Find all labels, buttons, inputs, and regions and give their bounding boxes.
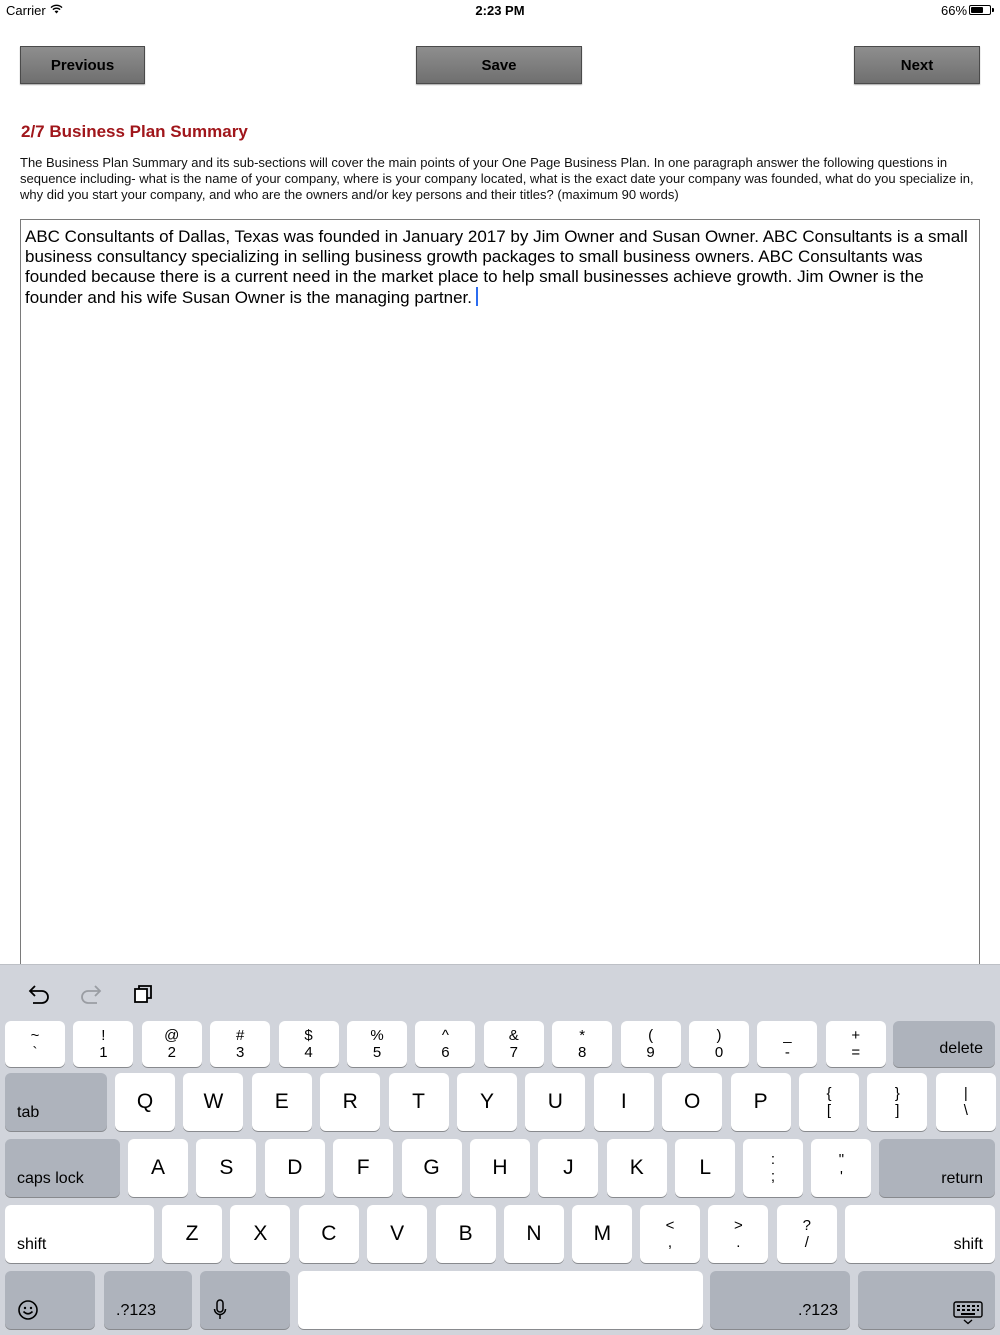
shift-left-key[interactable] (5, 1205, 154, 1263)
answer-text-area[interactable] (20, 219, 980, 979)
emoji-icon (17, 1299, 39, 1321)
key-label: return (941, 1170, 983, 1187)
key-shift-symbol: ~ (30, 1027, 40, 1044)
key-c[interactable] (299, 1205, 359, 1263)
key-base-symbol: ; (770, 1168, 776, 1185)
redo-icon[interactable] (74, 977, 108, 1011)
key-1[interactable] (73, 1021, 133, 1067)
key-label: M (593, 1222, 612, 1245)
key-base-symbol: = (851, 1044, 861, 1061)
key-l[interactable] (675, 1139, 735, 1197)
key-shift-symbol: % (370, 1027, 384, 1044)
key-5[interactable] (347, 1021, 407, 1067)
next-button[interactable]: Next (854, 46, 980, 84)
key-9[interactable] (621, 1021, 681, 1067)
key-label: R (342, 1090, 358, 1113)
dictation-key[interactable] (200, 1271, 290, 1329)
key-base-symbol: ` (32, 1044, 38, 1061)
key-label: delete (939, 1040, 983, 1057)
key-punct2-2[interactable] (777, 1205, 837, 1263)
key-f[interactable] (333, 1139, 393, 1197)
key-shift-symbol: : (770, 1151, 776, 1168)
key-base-symbol: / (804, 1234, 809, 1251)
key-d[interactable] (265, 1139, 325, 1197)
key-label: S (219, 1156, 234, 1179)
key-base-symbol: 1 (99, 1044, 108, 1061)
key-v[interactable] (367, 1205, 427, 1263)
microphone-icon (213, 1299, 227, 1321)
key-label: caps lock (17, 1170, 84, 1187)
key-y[interactable] (457, 1073, 517, 1131)
key-t[interactable] (389, 1073, 449, 1131)
key-x[interactable] (230, 1205, 290, 1263)
key-4[interactable] (279, 1021, 339, 1067)
key-label: O (684, 1090, 701, 1113)
undo-icon[interactable] (22, 977, 56, 1011)
key-m[interactable] (572, 1205, 632, 1263)
key-label: E (274, 1090, 289, 1113)
key-label: D (287, 1156, 303, 1179)
key-=[interactable] (826, 1021, 886, 1067)
key-base-symbol: 4 (304, 1044, 313, 1061)
key-shift-symbol: + (851, 1027, 861, 1044)
key-shift-symbol: & (508, 1027, 519, 1044)
section-instructions: The Business Plan Summary and its sub-sections will cover the main points of your One Page Business Plan. In one paragraph answer the following questions in sequence including- what is the name of your company, where is your company located, what is the exact date your company was founded, what do you specialize in, why did you start your company, and who are the owners and/or key persons and their titles? (maximum 90 words) (20, 155, 974, 202)
key-label: L (699, 1156, 712, 1179)
key-symbol-2[interactable] (936, 1073, 996, 1131)
key-label: V (390, 1222, 405, 1245)
key-0[interactable] (689, 1021, 749, 1067)
paste-icon[interactable] (126, 977, 160, 1011)
key-q[interactable] (115, 1073, 175, 1131)
key-label: Y (479, 1090, 494, 1113)
section-title: 2/7 Business Plan Summary (21, 122, 248, 141)
key-base-symbol: [ (826, 1102, 832, 1119)
key-shift-symbol: @ (164, 1027, 180, 1044)
key-shift-symbol: { (826, 1085, 832, 1102)
key-symbol-0[interactable] (799, 1073, 859, 1131)
key-label: J (563, 1156, 574, 1179)
key-label: H (492, 1156, 508, 1179)
caps-lock-key[interactable] (5, 1139, 120, 1197)
key-label: .?123 (797, 1302, 838, 1319)
key-base-symbol: 3 (236, 1044, 245, 1061)
key-label: shift (17, 1236, 47, 1253)
key-shift-symbol: < (665, 1217, 675, 1234)
key-n[interactable] (504, 1205, 564, 1263)
key-a[interactable] (128, 1139, 188, 1197)
key-h[interactable] (470, 1139, 530, 1197)
clock: 2:23 PM (475, 3, 525, 18)
key-p[interactable] (731, 1073, 791, 1131)
key-7[interactable] (484, 1021, 544, 1067)
text-caret (476, 287, 478, 306)
key-g[interactable] (402, 1139, 462, 1197)
key-label: A (150, 1156, 165, 1179)
numbers-key-right[interactable] (710, 1271, 850, 1329)
key-shift-symbol: ! (101, 1027, 106, 1044)
answer-text: ABC Consultants of Dallas, Texas was founded in January 2017 by Jim Owner and Susan Owner. ABC Consultants is a small business consultancy specializing in selling business growth packages to small business owners. ABC Consultants was founded because there is a current need in the market place to help small businesses achieve growth. Jim Owner is the founder and his wife Susan Owner is the managing partner. (25, 227, 968, 307)
key-base-symbol: 8 (578, 1044, 587, 1061)
key-label: shift (953, 1236, 983, 1253)
key-punct-1[interactable] (811, 1139, 871, 1197)
key-label: U (547, 1090, 563, 1113)
key-shift-symbol: ^ (441, 1027, 449, 1044)
key-base-symbol: \ (963, 1102, 968, 1119)
key-label: X (253, 1222, 268, 1245)
key-label: F (356, 1156, 370, 1179)
emoji-key[interactable] (5, 1271, 95, 1329)
key-label: tab (17, 1104, 40, 1121)
space-key[interactable] (298, 1271, 703, 1329)
key-2[interactable] (142, 1021, 202, 1067)
key-punct2-0[interactable] (640, 1205, 700, 1263)
key-base-symbol: 6 (441, 1044, 450, 1061)
key-b[interactable] (436, 1205, 496, 1263)
key-label: Q (136, 1090, 154, 1113)
key-punct-0[interactable] (743, 1139, 803, 1197)
key-base-symbol: - (784, 1044, 790, 1061)
key-shift-symbol: ) (716, 1027, 722, 1044)
delete-key[interactable] (893, 1021, 995, 1067)
key-shift-symbol: _ (783, 1027, 792, 1044)
key-base-symbol: 0 (714, 1044, 724, 1061)
key-shift-symbol: * (579, 1027, 586, 1044)
key-label: G (423, 1156, 440, 1179)
numbers-key-left[interactable] (104, 1271, 192, 1329)
key-k[interactable] (607, 1139, 667, 1197)
key-base-symbol: . (736, 1234, 741, 1251)
save-button[interactable]: Save (416, 46, 582, 84)
key-base-symbol: 9 (646, 1044, 655, 1061)
key-s[interactable] (196, 1139, 256, 1197)
key-base-symbol: , (667, 1234, 673, 1251)
key-shift-symbol: " (838, 1151, 845, 1168)
key-shift-symbol: | (963, 1085, 968, 1102)
key-label: T (412, 1090, 425, 1113)
key-label: Z (185, 1222, 199, 1245)
key-shift-symbol: ( (648, 1027, 654, 1044)
key-label: K (629, 1156, 644, 1179)
battery-icon (969, 5, 991, 15)
key-base-symbol: 5 (372, 1044, 382, 1061)
onscreen-keyboard (0, 964, 1000, 1335)
key-8[interactable] (552, 1021, 612, 1067)
key-label: .?123 (116, 1302, 157, 1319)
key-shift-symbol: ? (802, 1217, 811, 1234)
key-u[interactable] (525, 1073, 585, 1131)
key-o[interactable] (662, 1073, 722, 1131)
return-key[interactable] (879, 1139, 995, 1197)
key-e[interactable] (252, 1073, 312, 1131)
carrier-label: Carrier (6, 3, 46, 18)
key-label: N (526, 1222, 542, 1245)
key-shift-symbol: > (734, 1217, 743, 1234)
key-shift-symbol: # (236, 1027, 245, 1044)
previous-button[interactable]: Previous (20, 46, 145, 84)
key-3[interactable] (210, 1021, 270, 1067)
key-6[interactable] (415, 1021, 475, 1067)
dismiss-keyboard-key[interactable] (858, 1271, 995, 1329)
key-r[interactable] (320, 1073, 380, 1131)
key-w[interactable] (183, 1073, 243, 1131)
key-shift-symbol: $ (304, 1027, 313, 1044)
battery-nub (992, 8, 994, 12)
battery-percent: 66% (941, 3, 968, 18)
dismiss-keyboard-icon (953, 1301, 983, 1325)
key--[interactable] (757, 1021, 817, 1067)
shift-right-key[interactable] (845, 1205, 995, 1263)
key-shift-symbol: } (894, 1085, 900, 1102)
key-z[interactable] (162, 1205, 222, 1263)
tab-key[interactable] (5, 1073, 107, 1131)
key-base-symbol: 2 (167, 1044, 176, 1061)
key-`[interactable] (5, 1021, 65, 1067)
key-i[interactable] (594, 1073, 654, 1131)
key-label: W (203, 1090, 224, 1113)
key-punct2-1[interactable] (708, 1205, 768, 1263)
key-symbol-1[interactable] (867, 1073, 927, 1131)
battery-level-fill (971, 7, 983, 13)
key-base-symbol: 7 (509, 1044, 518, 1061)
key-label: C (321, 1222, 337, 1245)
key-label: B (458, 1222, 473, 1245)
key-j[interactable] (538, 1139, 598, 1197)
key-label: I (620, 1090, 627, 1113)
key-base-symbol: ' (839, 1168, 843, 1185)
key-base-symbol: ] (895, 1102, 900, 1119)
key-label: P (753, 1090, 768, 1113)
